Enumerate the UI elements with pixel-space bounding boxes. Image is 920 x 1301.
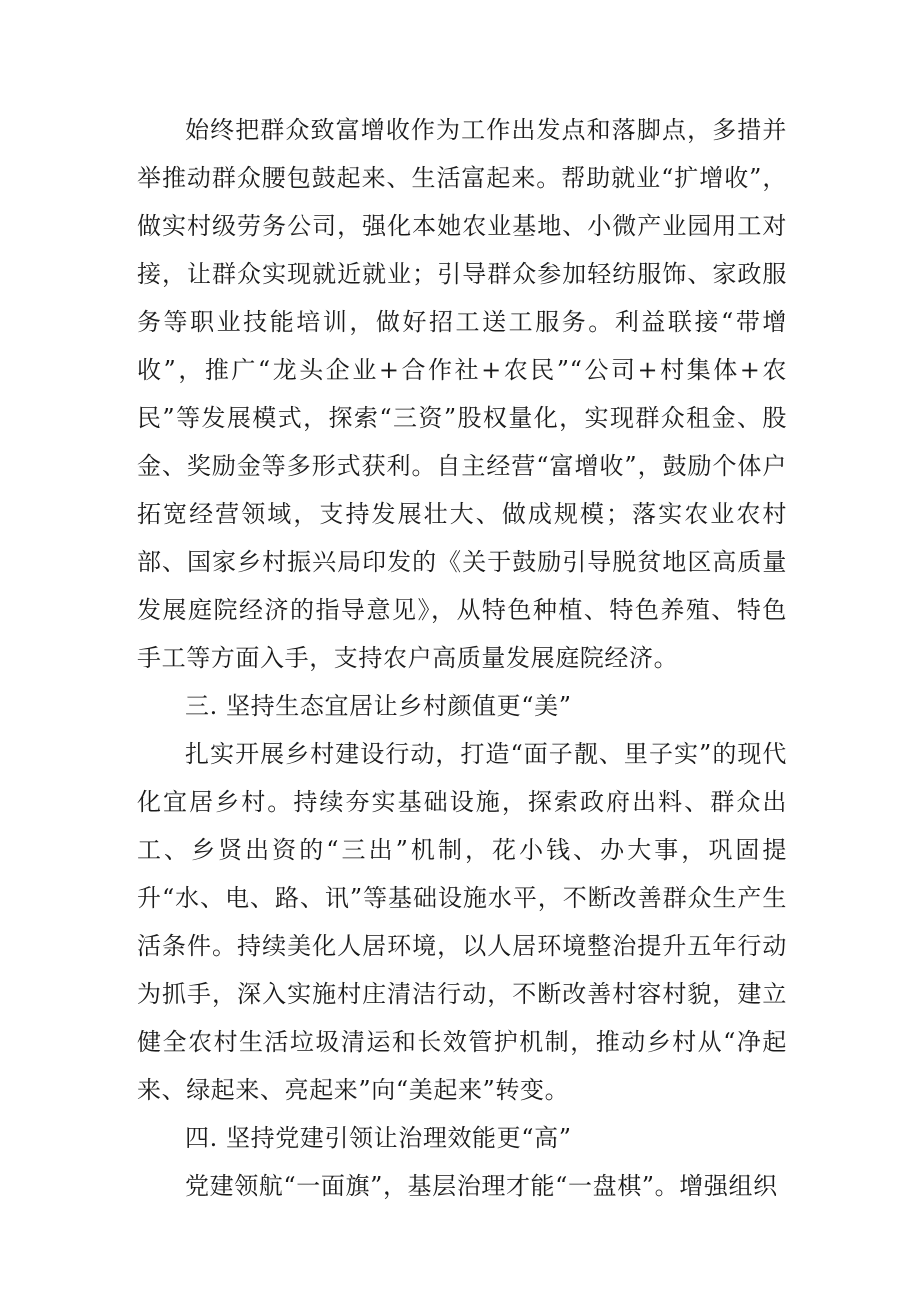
section-heading-4: 四. 坚持党建引领让治理效能更“高”: [185, 1124, 572, 1152]
section-heading-3: 三. 坚持生态宜居让乡村颜值更“美”: [185, 692, 572, 720]
paragraph-income: 始终把群众致富增收作为工作出发点和落脚点，多措并举推动群众腰包鼓起来、生活富起来。帮助就业“扩增收”，做实村级劳务公司，强化本她农业基地、小微产业园用工对接，让群众实现就近就业；引导群众参加轻纺服饰、家政服务等职业技能培训，做好招工送工服务。利益联接“带增收”，推广“龙头企业+合作社+农民”“公司+村集体+农民”等发展模式，探索“三资”股权量化，实现群众租金、股金、奖励金等多形式获利。自主经营“富增收”，鼓励个体户拓宽经营领域，支持发展壮大、做成规模；落实农业农村部、国家乡村振兴局印发的《关于鼓励引导脱贫地区高质量发展庭院经济的指导意见》，从特色种植、特色养殖、特色手工等方面入手，支持农户高质量发展庭院经济。: [137, 116, 787, 672]
paragraph-party-building: 党建领航“一面旗”，基层治理才能“一盘棋”。增强组织: [185, 1172, 778, 1200]
paragraph-ecology: 扎实开展乡村建设行动，打造“面子靓、里子实”的现代化宜居乡村。持续夯实基础设施，探索政府出料、群众出工、乡贤出资的“三出”机制，花小钱、办大事，巩固提升“水、电、路、讯”等基础设施水平，不断改善群众生产生活条件。持续美化人居环境，以人居环境整治提升五年行动为抓手，深入实施村庄清洁行动，不断改善村容村貌，建立健全农村生活垃圾清运和长效管护机制，推动乡村从“净起来、绿起来、亮起来”向“美起来”转变。: [137, 740, 787, 1104]
document-body: [137, 106, 787, 1210]
